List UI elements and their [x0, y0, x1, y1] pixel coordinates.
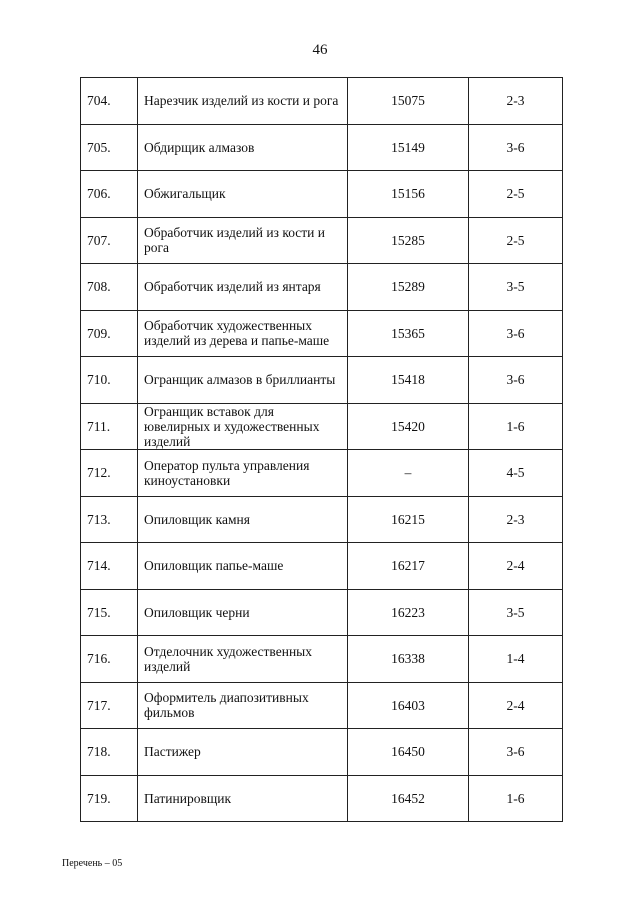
grade-range: 2-3	[469, 78, 563, 125]
row-number: 705.	[81, 124, 138, 171]
grade-range: 2-5	[469, 171, 563, 218]
row-number: 704.	[81, 78, 138, 125]
grade-range: 2-5	[469, 217, 563, 264]
grade-range: 3-6	[469, 310, 563, 357]
grade-range: 2-4	[469, 682, 563, 729]
table-row	[81, 589, 563, 636]
occupation-name: Опиловщик папье-маше	[138, 543, 348, 590]
row-number: 715.	[81, 589, 138, 636]
grade-range: 3-6	[469, 357, 563, 404]
occupation-code: 16338	[348, 636, 469, 683]
row-number: 706.	[81, 171, 138, 218]
row-number: 714.	[81, 543, 138, 590]
occupation-code: 16215	[348, 496, 469, 543]
grade-range: 1-6	[469, 403, 563, 450]
occupation-name: Огранщик алмазов в бриллианты	[138, 357, 348, 404]
occupation-code: 15365	[348, 310, 469, 357]
row-number: 708.	[81, 264, 138, 311]
table-row	[81, 403, 563, 450]
table-row	[81, 543, 563, 590]
table-row	[81, 450, 563, 497]
grade-range: 3-5	[469, 264, 563, 311]
row-number: 707.	[81, 217, 138, 264]
occupation-name: Обжигальщик	[138, 171, 348, 218]
table-row	[81, 682, 563, 729]
grade-range: 2-3	[469, 496, 563, 543]
row-number: 719.	[81, 775, 138, 822]
grade-range: 3-5	[469, 589, 563, 636]
grade-range: 2-4	[469, 543, 563, 590]
occupation-code: 15075	[348, 78, 469, 125]
row-number: 709.	[81, 310, 138, 357]
occupation-name: Обдирщик алмазов	[138, 124, 348, 171]
occupation-name: Обработчик художественных изделий из дерева и папье-маше	[138, 310, 348, 357]
occupation-name: Обработчик изделий из янтаря	[138, 264, 348, 311]
occupation-code: 15418	[348, 357, 469, 404]
occupation-code: –	[348, 450, 469, 497]
page-number: 46	[312, 42, 328, 58]
occupation-code: 15149	[348, 124, 469, 171]
occupation-code: 15285	[348, 217, 469, 264]
occupation-name: Патинировщик	[138, 775, 348, 822]
occupation-name: Пастижер	[138, 729, 348, 776]
occupation-name: Обработчик изделий из кости и рога	[138, 217, 348, 264]
row-number: 713.	[81, 496, 138, 543]
occupation-code: 15156	[348, 171, 469, 218]
grade-range: 4-5	[469, 450, 563, 497]
occupation-code: 16217	[348, 543, 469, 590]
document-footer: Перечень – 05	[62, 858, 123, 869]
occupation-name: Опиловщик черни	[138, 589, 348, 636]
grade-range: 1-6	[469, 775, 563, 822]
occupation-name: Нарезчик изделий из кости и рога	[138, 78, 348, 125]
grade-range: 3-6	[469, 729, 563, 776]
occupation-code: 16452	[348, 775, 469, 822]
table-row	[81, 357, 563, 404]
grade-range: 3-6	[469, 124, 563, 171]
table-row	[81, 217, 563, 264]
table-row	[81, 775, 563, 822]
occupation-code: 15420	[348, 403, 469, 450]
table-row	[81, 496, 563, 543]
occupation-code: 16403	[348, 682, 469, 729]
occupation-name: Отделочник художественных изделий	[138, 636, 348, 683]
occupation-code: 16223	[348, 589, 469, 636]
occupation-code: 16450	[348, 729, 469, 776]
table-row	[81, 310, 563, 357]
row-number: 711.	[81, 403, 138, 450]
table-row	[81, 729, 563, 776]
row-number: 716.	[81, 636, 138, 683]
occupation-name: Опиловщик камня	[138, 496, 348, 543]
occupation-name: Оператор пульта управления киноустановки	[138, 450, 348, 497]
row-number: 718.	[81, 729, 138, 776]
table-row	[81, 171, 563, 218]
row-number: 712.	[81, 450, 138, 497]
table-row	[81, 78, 563, 125]
table-row	[81, 124, 563, 171]
row-number: 717.	[81, 682, 138, 729]
row-number: 710.	[81, 357, 138, 404]
table-body	[81, 78, 563, 822]
occupation-code: 15289	[348, 264, 469, 311]
occupations-table	[80, 77, 563, 822]
table-row	[81, 264, 563, 311]
table-row	[81, 636, 563, 683]
occupation-name: Оформитель диапозитивных фильмов	[138, 682, 348, 729]
grade-range: 1-4	[469, 636, 563, 683]
occupation-name: Огранщик вставок для ювелирных и художественных изделий	[138, 403, 348, 450]
